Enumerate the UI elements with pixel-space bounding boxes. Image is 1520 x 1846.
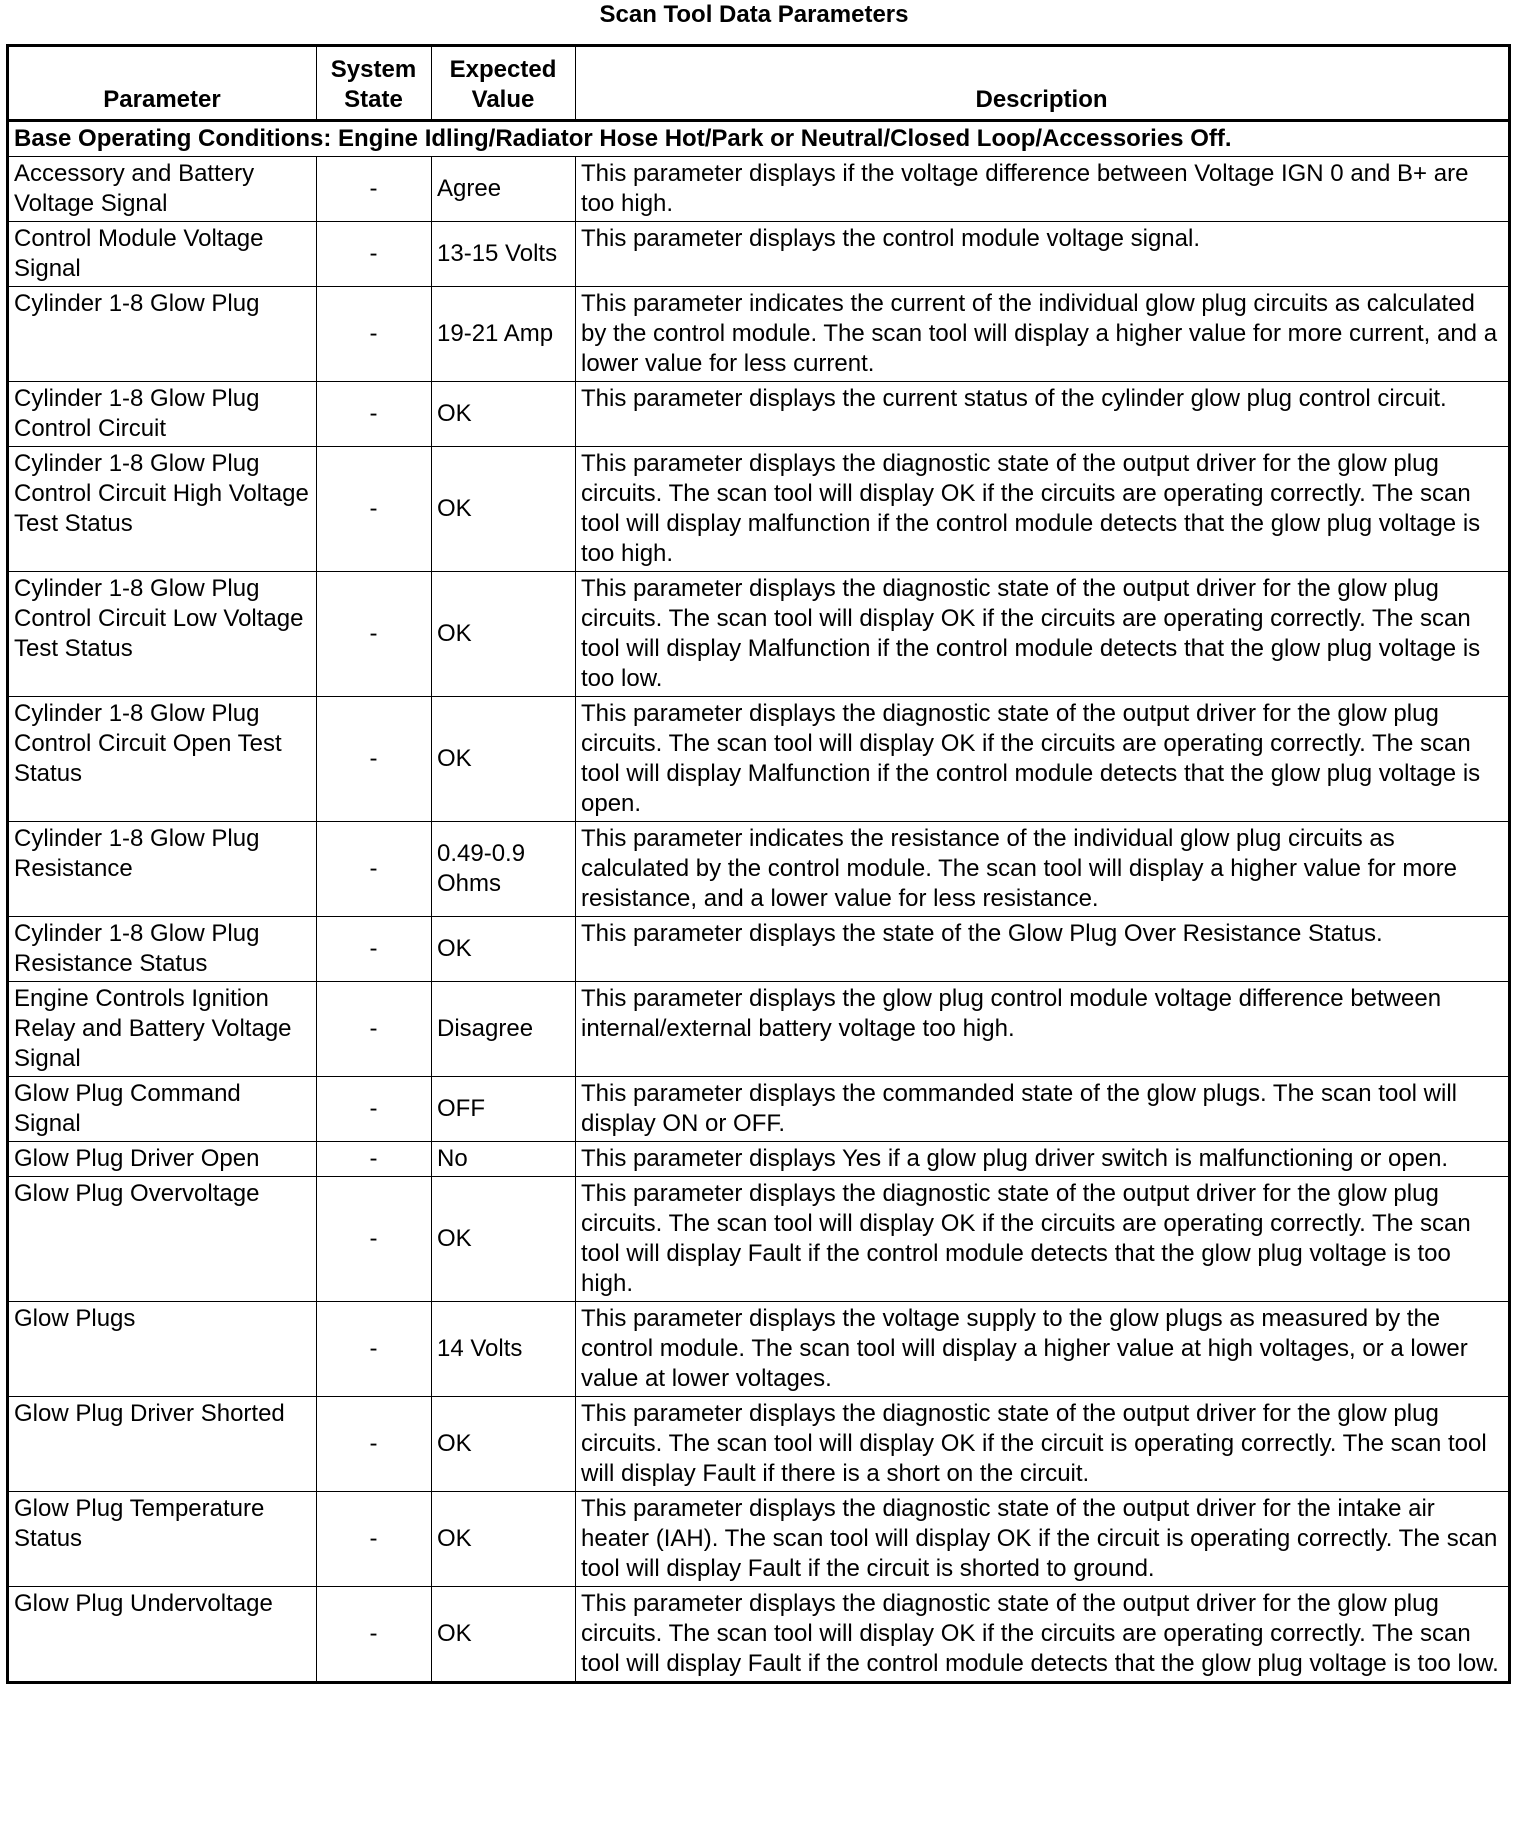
description-cell: This parameter displays the diagnostic state of the output driver for the glow plug circuits. The scan tool will display OK if the circuits are operating correctly. The scan tool will display Malfunction if the control module detects that the glow plug voltage is too low. <box>576 572 1510 697</box>
parameter-cell: Glow Plug Command Signal <box>8 1077 317 1142</box>
description-cell: This parameter displays the diagnostic state of the output driver for the glow plug circuits. The scan tool will display OK if the circuits are operating correctly. The scan tool will display malfunction if the control module detects that the glow plug voltage is too high. <box>576 447 1510 572</box>
parameter-cell: Cylinder 1-8 Glow Plug Control Circuit <box>8 382 317 447</box>
table-row <box>8 1492 1510 1587</box>
expected-value-cell: OK <box>432 572 576 697</box>
expected-value-cell: Agree <box>432 157 576 222</box>
parameter-cell: Cylinder 1-8 Glow Plug <box>8 287 317 382</box>
description-cell: This parameter displays if the voltage difference between Voltage IGN 0 and B+ are too high. <box>576 157 1510 222</box>
table-row <box>8 1177 1510 1302</box>
system-state-cell: - <box>317 1587 432 1683</box>
parameter-cell: Glow Plug Overvoltage <box>8 1177 317 1302</box>
expected-value-cell: 14 Volts <box>432 1302 576 1397</box>
parameter-cell: Cylinder 1-8 Glow Plug Control Circuit Low Voltage Test Status <box>8 572 317 697</box>
table-row <box>8 1302 1510 1397</box>
table-row <box>8 982 1510 1077</box>
description-cell: This parameter displays the state of the Glow Plug Over Resistance Status. <box>576 917 1510 982</box>
system-state-cell: - <box>317 1397 432 1492</box>
system-state-cell: - <box>317 917 432 982</box>
header-parameter: Parameter <box>8 46 317 121</box>
table-row <box>8 822 1510 917</box>
table-row <box>8 157 1510 222</box>
system-state-cell: - <box>317 572 432 697</box>
page-title: Scan Tool Data Parameters <box>599 1 909 28</box>
system-state-cell: - <box>317 157 432 222</box>
conditions-row <box>8 121 1510 157</box>
description-cell: This parameter displays the voltage supply to the glow plugs as measured by the control module. The scan tool will display a higher value at high voltages, or a lower value at lower voltages. <box>576 1302 1510 1397</box>
expected-value-cell: 13-15 Volts <box>432 222 576 287</box>
expected-value-cell: OK <box>432 447 576 572</box>
system-state-cell: - <box>317 1077 432 1142</box>
expected-value-cell: No <box>432 1142 576 1177</box>
description-cell: This parameter displays the commanded state of the glow plugs. The scan tool will display ON or OFF. <box>576 1077 1510 1142</box>
parameter-cell: Cylinder 1-8 Glow Plug Resistance Status <box>8 917 317 982</box>
parameter-cell: Cylinder 1-8 Glow Plug Resistance <box>8 822 317 917</box>
table-row <box>8 1397 1510 1492</box>
parameter-cell: Accessory and Battery Voltage Signal <box>8 157 317 222</box>
system-state-cell: - <box>317 287 432 382</box>
system-state-cell: - <box>317 447 432 572</box>
system-state-cell: - <box>317 697 432 822</box>
description-cell: This parameter displays the diagnostic state of the output driver for the glow plug circuits. The scan tool will display OK if the circuits are operating correctly. The scan tool will display Fault if the control module detects that the glow plug voltage is too high. <box>576 1177 1510 1302</box>
description-cell: This parameter displays the diagnostic state of the output driver for the glow plug circuits. The scan tool will display OK if the circuits are operating correctly. The scan tool will display Malfunction if the control module detects that the glow plug voltage is open. <box>576 697 1510 822</box>
description-cell: This parameter displays the diagnostic state of the output driver for the glow plug circuits. The scan tool will display OK if the circuits are operating correctly. The scan tool will display Fault if the control module detects that the glow plug voltage is too low. <box>576 1587 1510 1683</box>
system-state-cell: - <box>317 982 432 1077</box>
header-system-state: System State <box>317 46 432 121</box>
expected-value-cell: OK <box>432 1397 576 1492</box>
system-state-cell: - <box>317 822 432 917</box>
system-state-cell: - <box>317 382 432 447</box>
header-description: Description <box>576 46 1510 121</box>
parameter-cell: Glow Plug Driver Shorted <box>8 1397 317 1492</box>
description-cell: This parameter displays the diagnostic state of the output driver for the intake air heater (IAH). The scan tool will display OK if the circuit is operating correctly. The scan tool will display Fault if the circuit is shorted to ground. <box>576 1492 1510 1587</box>
table-row <box>8 1587 1510 1683</box>
expected-value-cell: Disagree <box>432 982 576 1077</box>
expected-value-cell: OFF <box>432 1077 576 1142</box>
scan-tool-parameters-table <box>6 44 1511 1684</box>
parameter-cell: Cylinder 1-8 Glow Plug Control Circuit Open Test Status <box>8 697 317 822</box>
parameter-cell: Glow Plug Driver Open <box>8 1142 317 1177</box>
description-cell: This parameter displays the control module voltage signal. <box>576 222 1510 287</box>
parameter-cell: Glow Plug Temperature Status <box>8 1492 317 1587</box>
expected-value-cell: OK <box>432 1587 576 1683</box>
table-row <box>8 917 1510 982</box>
parameter-cell: Glow Plug Undervoltage <box>8 1587 317 1683</box>
parameter-cell: Control Module Voltage Signal <box>8 222 317 287</box>
base-operating-conditions: Base Operating Conditions: Engine Idling/Radiator Hose Hot/Park or Neutral/Closed Loop/Accessories Off. <box>8 121 1510 157</box>
description-cell: This parameter indicates the resistance of the individual glow plug circuits as calculated by the control module. The scan tool will display a higher value for more resistance, and a lower value for less resistance. <box>576 822 1510 917</box>
table-row <box>8 382 1510 447</box>
table-row <box>8 447 1510 572</box>
expected-value-cell: 19-21 Amp <box>432 287 576 382</box>
description-cell: This parameter displays the diagnostic state of the output driver for the glow plug circuits. The scan tool will display OK if the circuit is operating correctly. The scan tool will display Fault if there is a short on the circuit. <box>576 1397 1510 1492</box>
description-cell: This parameter indicates the current of the individual glow plug circuits as calculated by the control module. The scan tool will display a higher value for more current, and a lower value for less current. <box>576 287 1510 382</box>
description-cell: This parameter displays Yes if a glow plug driver switch is malfunctioning or open. <box>576 1142 1510 1177</box>
table-header-row <box>8 46 1510 121</box>
table-row <box>8 1077 1510 1142</box>
header-expected-value: Expected Value <box>432 46 576 121</box>
expected-value-cell: OK <box>432 382 576 447</box>
expected-value-cell: OK <box>432 697 576 822</box>
table-body <box>8 121 1510 1683</box>
system-state-cell: - <box>317 1142 432 1177</box>
expected-value-cell: 0.49-0.9 Ohms <box>432 822 576 917</box>
system-state-cell: - <box>317 1492 432 1587</box>
table-row <box>8 222 1510 287</box>
table-row <box>8 287 1510 382</box>
description-cell: This parameter displays the current status of the cylinder glow plug control circuit. <box>576 382 1510 447</box>
expected-value-cell: OK <box>432 1177 576 1302</box>
table-row <box>8 1142 1510 1177</box>
parameter-cell: Engine Controls Ignition Relay and Battery Voltage Signal <box>8 982 317 1077</box>
table-row <box>8 697 1510 822</box>
system-state-cell: - <box>317 1177 432 1302</box>
table-row <box>8 572 1510 697</box>
description-cell: This parameter displays the glow plug control module voltage difference between internal/external battery voltage too high. <box>576 982 1510 1077</box>
expected-value-cell: OK <box>432 917 576 982</box>
parameter-cell: Cylinder 1-8 Glow Plug Control Circuit High Voltage Test Status <box>8 447 317 572</box>
parameter-cell: Glow Plugs <box>8 1302 317 1397</box>
system-state-cell: - <box>317 222 432 287</box>
system-state-cell: - <box>317 1302 432 1397</box>
expected-value-cell: OK <box>432 1492 576 1587</box>
